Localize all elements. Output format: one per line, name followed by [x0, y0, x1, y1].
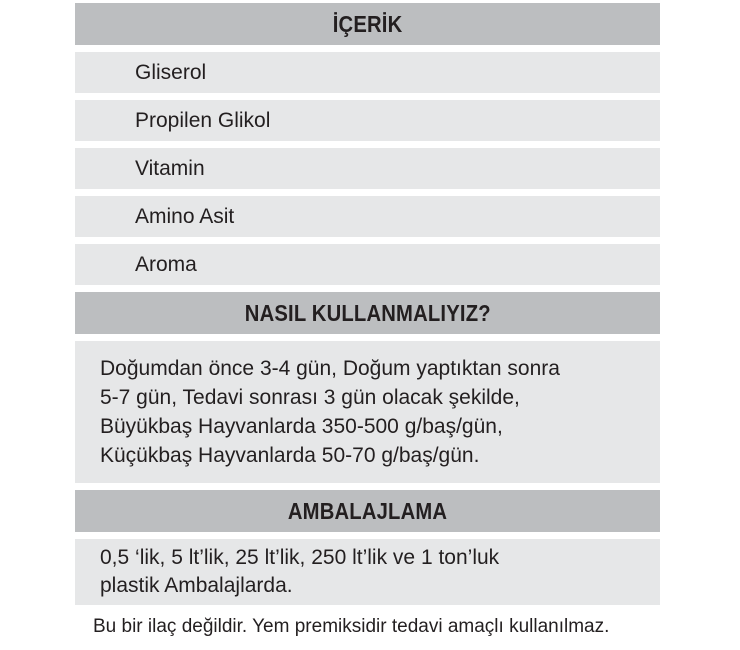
ingredient-label: Amino Asit — [135, 204, 235, 228]
section-header-usage — [75, 292, 660, 334]
packaging-text-line: 0,5 ‘lik, 5 lt’lik, 25 lt’lik, 250 lt’lik ve 1 ton’luk — [100, 546, 500, 569]
ingredient-row — [75, 100, 660, 141]
ingredient-label: Gliserol — [135, 60, 207, 84]
packaging-text-block — [75, 539, 660, 605]
ingredient-row — [75, 196, 660, 237]
section-header-packaging — [75, 490, 660, 532]
product-info-panel — [75, 3, 660, 638]
ingredient-row — [75, 52, 660, 93]
ingredient-row — [75, 148, 660, 189]
section-header-ingredients — [75, 3, 660, 45]
packaging-text-line: plastik Ambalajlarda. — [100, 574, 293, 597]
usage-text-line: 5-7 gün, Tedavi sonrası 3 gün olacak şekilde, — [100, 386, 520, 409]
packaging-section-title: AMBALAJLAMA — [287, 497, 448, 524]
usage-text-line: Büyükbaş Hayvanlarda 350-500 g/baş/gün, — [100, 415, 503, 438]
usage-text-block — [75, 341, 660, 483]
ingredient-row — [75, 244, 660, 285]
usage-text-line: Küçükbaş Hayvanlarda 50-70 g/baş/gün. — [100, 444, 480, 467]
ingredients-section-title: İÇERİK — [332, 10, 403, 37]
ingredient-label: Propilen Glikol — [135, 108, 271, 132]
ingredient-label: Aroma — [135, 252, 197, 276]
disclaimer-text: Bu bir ilaç değildir. Yem premiksidir tedavi amaçlı kullanılmaz. — [93, 616, 610, 637]
usage-text-line: Doğumdan önce 3-4 gün, Doğum yaptıktan sonra — [100, 357, 560, 380]
ingredient-label: Vitamin — [135, 156, 205, 180]
usage-section-title: NASIL KULLANMALIYIZ? — [244, 299, 491, 326]
